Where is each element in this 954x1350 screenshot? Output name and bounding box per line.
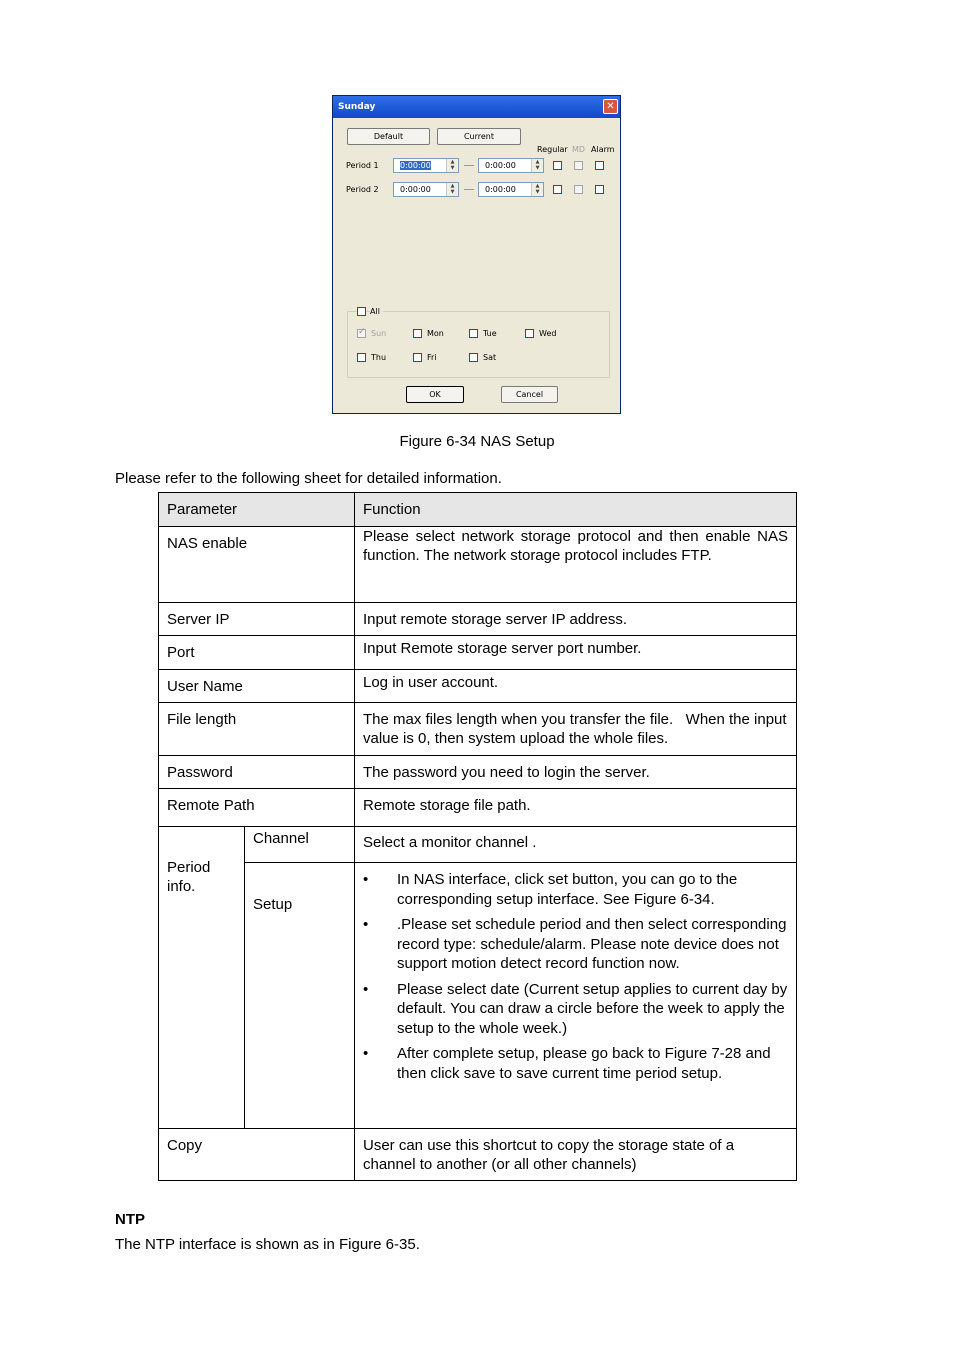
table-row	[159, 703, 797, 756]
tue-checkbox[interactable]	[469, 329, 478, 338]
ntp-heading: NTP	[115, 1211, 145, 1228]
table-row	[159, 789, 797, 827]
figure-caption: Figure 6-34 NAS Setup	[399, 433, 555, 450]
wed-checkbox[interactable]	[525, 329, 534, 338]
header-parameter: Parameter	[159, 493, 355, 527]
period-1-end-value: 0:00:00	[485, 161, 516, 170]
table-row	[159, 1129, 797, 1181]
fri-label: Fri	[427, 353, 437, 362]
function-cell: The password you need to login the server.	[355, 756, 797, 789]
mon-label: Mon	[427, 329, 444, 338]
function-cell: Input Remote storage server port number.	[355, 636, 797, 670]
sun-label: Sun	[371, 329, 387, 338]
function-cell: Remote storage file path.	[355, 789, 797, 827]
sat-label: Sat	[483, 353, 497, 362]
period-1-label: Period 1	[346, 161, 379, 170]
table-row	[159, 827, 797, 863]
sun-checkbox[interactable]	[357, 329, 366, 338]
alarm-column-label: Alarm	[591, 145, 615, 154]
function-cell: Please select network storage protocol and then enable NAS function. The network storage protocol includes FTP.	[355, 527, 797, 603]
regular-column-label: Regular	[537, 145, 568, 154]
sat-checkbox[interactable]	[469, 353, 478, 362]
thu-checkbox[interactable]	[357, 353, 366, 362]
period-2-end-time[interactable]	[478, 182, 544, 197]
table-row	[159, 670, 797, 703]
spin-arrows-icon[interactable]: ▲ ▼	[446, 183, 458, 196]
period-2-regular-checkbox[interactable]	[553, 185, 562, 194]
period-2-start-time[interactable]	[393, 182, 459, 197]
parameter-table	[158, 492, 797, 1181]
setup-bullet-list	[363, 870, 790, 1083]
function-cell: User can use this shortcut to copy the storage state of a channel to another (or all other channels)	[355, 1129, 797, 1181]
ntp-text: The NTP interface is shown as in Figure 6-35.	[115, 1236, 420, 1253]
list-item: • After complete setup, please go back to Figure 7-28 and then click save to save current time period setup.	[363, 1044, 790, 1083]
param-cell: Password	[159, 756, 355, 789]
range-separator	[464, 189, 474, 190]
period-2-end-value: 0:00:00	[485, 185, 516, 194]
spin-arrows-icon[interactable]: ▲ ▼	[531, 159, 543, 172]
function-cell: Input remote storage server IP address.	[355, 603, 797, 636]
period-1-md-checkbox[interactable]	[574, 161, 583, 170]
param-cell: User Name	[159, 670, 355, 703]
dialog-title: Sunday	[338, 102, 376, 112]
thu-label: Thu	[371, 353, 387, 362]
param-cell: Copy	[159, 1129, 355, 1181]
close-icon[interactable]: ✕	[603, 99, 618, 114]
spin-arrows-icon[interactable]: ▲ ▼	[531, 183, 543, 196]
setup-label-cell: Setup	[245, 863, 355, 1129]
period-2-label: Period 2	[346, 185, 379, 194]
table-row	[159, 756, 797, 789]
param-cell: Remote Path	[159, 789, 355, 827]
dialog-body	[336, 118, 617, 410]
param-cell: NAS enable	[159, 527, 355, 603]
param-cell: File length	[159, 703, 355, 756]
period-2-md-checkbox[interactable]	[574, 185, 583, 194]
channel-function-cell: Select a monitor channel .	[355, 827, 797, 863]
channel-label-cell: Channel	[245, 827, 355, 863]
period-1-regular-checkbox[interactable]	[553, 161, 562, 170]
cancel-button[interactable]: Cancel	[501, 386, 558, 403]
period-2-start-value: 0:00:00	[400, 185, 431, 194]
tue-label: Tue	[483, 329, 497, 338]
table-row	[159, 636, 797, 670]
table-header-row	[159, 493, 797, 527]
ok-button[interactable]: OK	[406, 386, 464, 403]
list-item: • In NAS interface, click set button, you can go to the corresponding setup interface. See Figure 6-34.	[363, 870, 790, 909]
header-function: Function	[355, 493, 797, 527]
range-separator	[464, 165, 474, 166]
weekday-group	[347, 311, 610, 378]
spin-arrows-icon[interactable]: ▲ ▼	[446, 159, 458, 172]
table-row	[159, 603, 797, 636]
sunday-dialog	[332, 95, 621, 414]
period-1-alarm-checkbox[interactable]	[595, 161, 604, 170]
param-cell: Port	[159, 636, 355, 670]
mon-checkbox[interactable]	[413, 329, 422, 338]
fri-checkbox[interactable]	[413, 353, 422, 362]
function-cell: Log in user account.	[355, 670, 797, 703]
list-item: • Please select date (Current setup applies to current day by default. You can draw a circle before the week to apply the setup to the whole week.)	[363, 980, 790, 1039]
dialog-titlebar[interactable]	[333, 96, 620, 118]
param-cell: Server IP	[159, 603, 355, 636]
period-1-start-time[interactable]	[393, 158, 459, 173]
function-cell: The max files length when you transfer the file. When the input value is 0, then system upload the whole files.	[355, 703, 797, 756]
list-item: • .Please set schedule period and then select corresponding record type: schedule/alarm. Please note device does not support motion detect record function now.	[363, 915, 790, 974]
intro-text: Please refer to the following sheet for detailed information.	[115, 470, 502, 487]
all-days-label: All	[370, 307, 383, 316]
current-button[interactable]: Current	[437, 128, 521, 145]
default-button[interactable]: Default	[347, 128, 430, 145]
md-column-label: MD	[572, 145, 586, 154]
table-row	[159, 527, 797, 603]
wed-label: Wed	[539, 329, 557, 338]
period-1-end-time[interactable]	[478, 158, 544, 173]
setup-function-cell	[355, 863, 797, 1129]
table-row	[159, 863, 797, 1129]
period-info-cell: Period info.	[159, 827, 245, 1129]
period-1-start-value: 0:00:00	[400, 161, 431, 170]
all-days-checkbox[interactable]	[357, 307, 366, 316]
period-2-alarm-checkbox[interactable]	[595, 185, 604, 194]
